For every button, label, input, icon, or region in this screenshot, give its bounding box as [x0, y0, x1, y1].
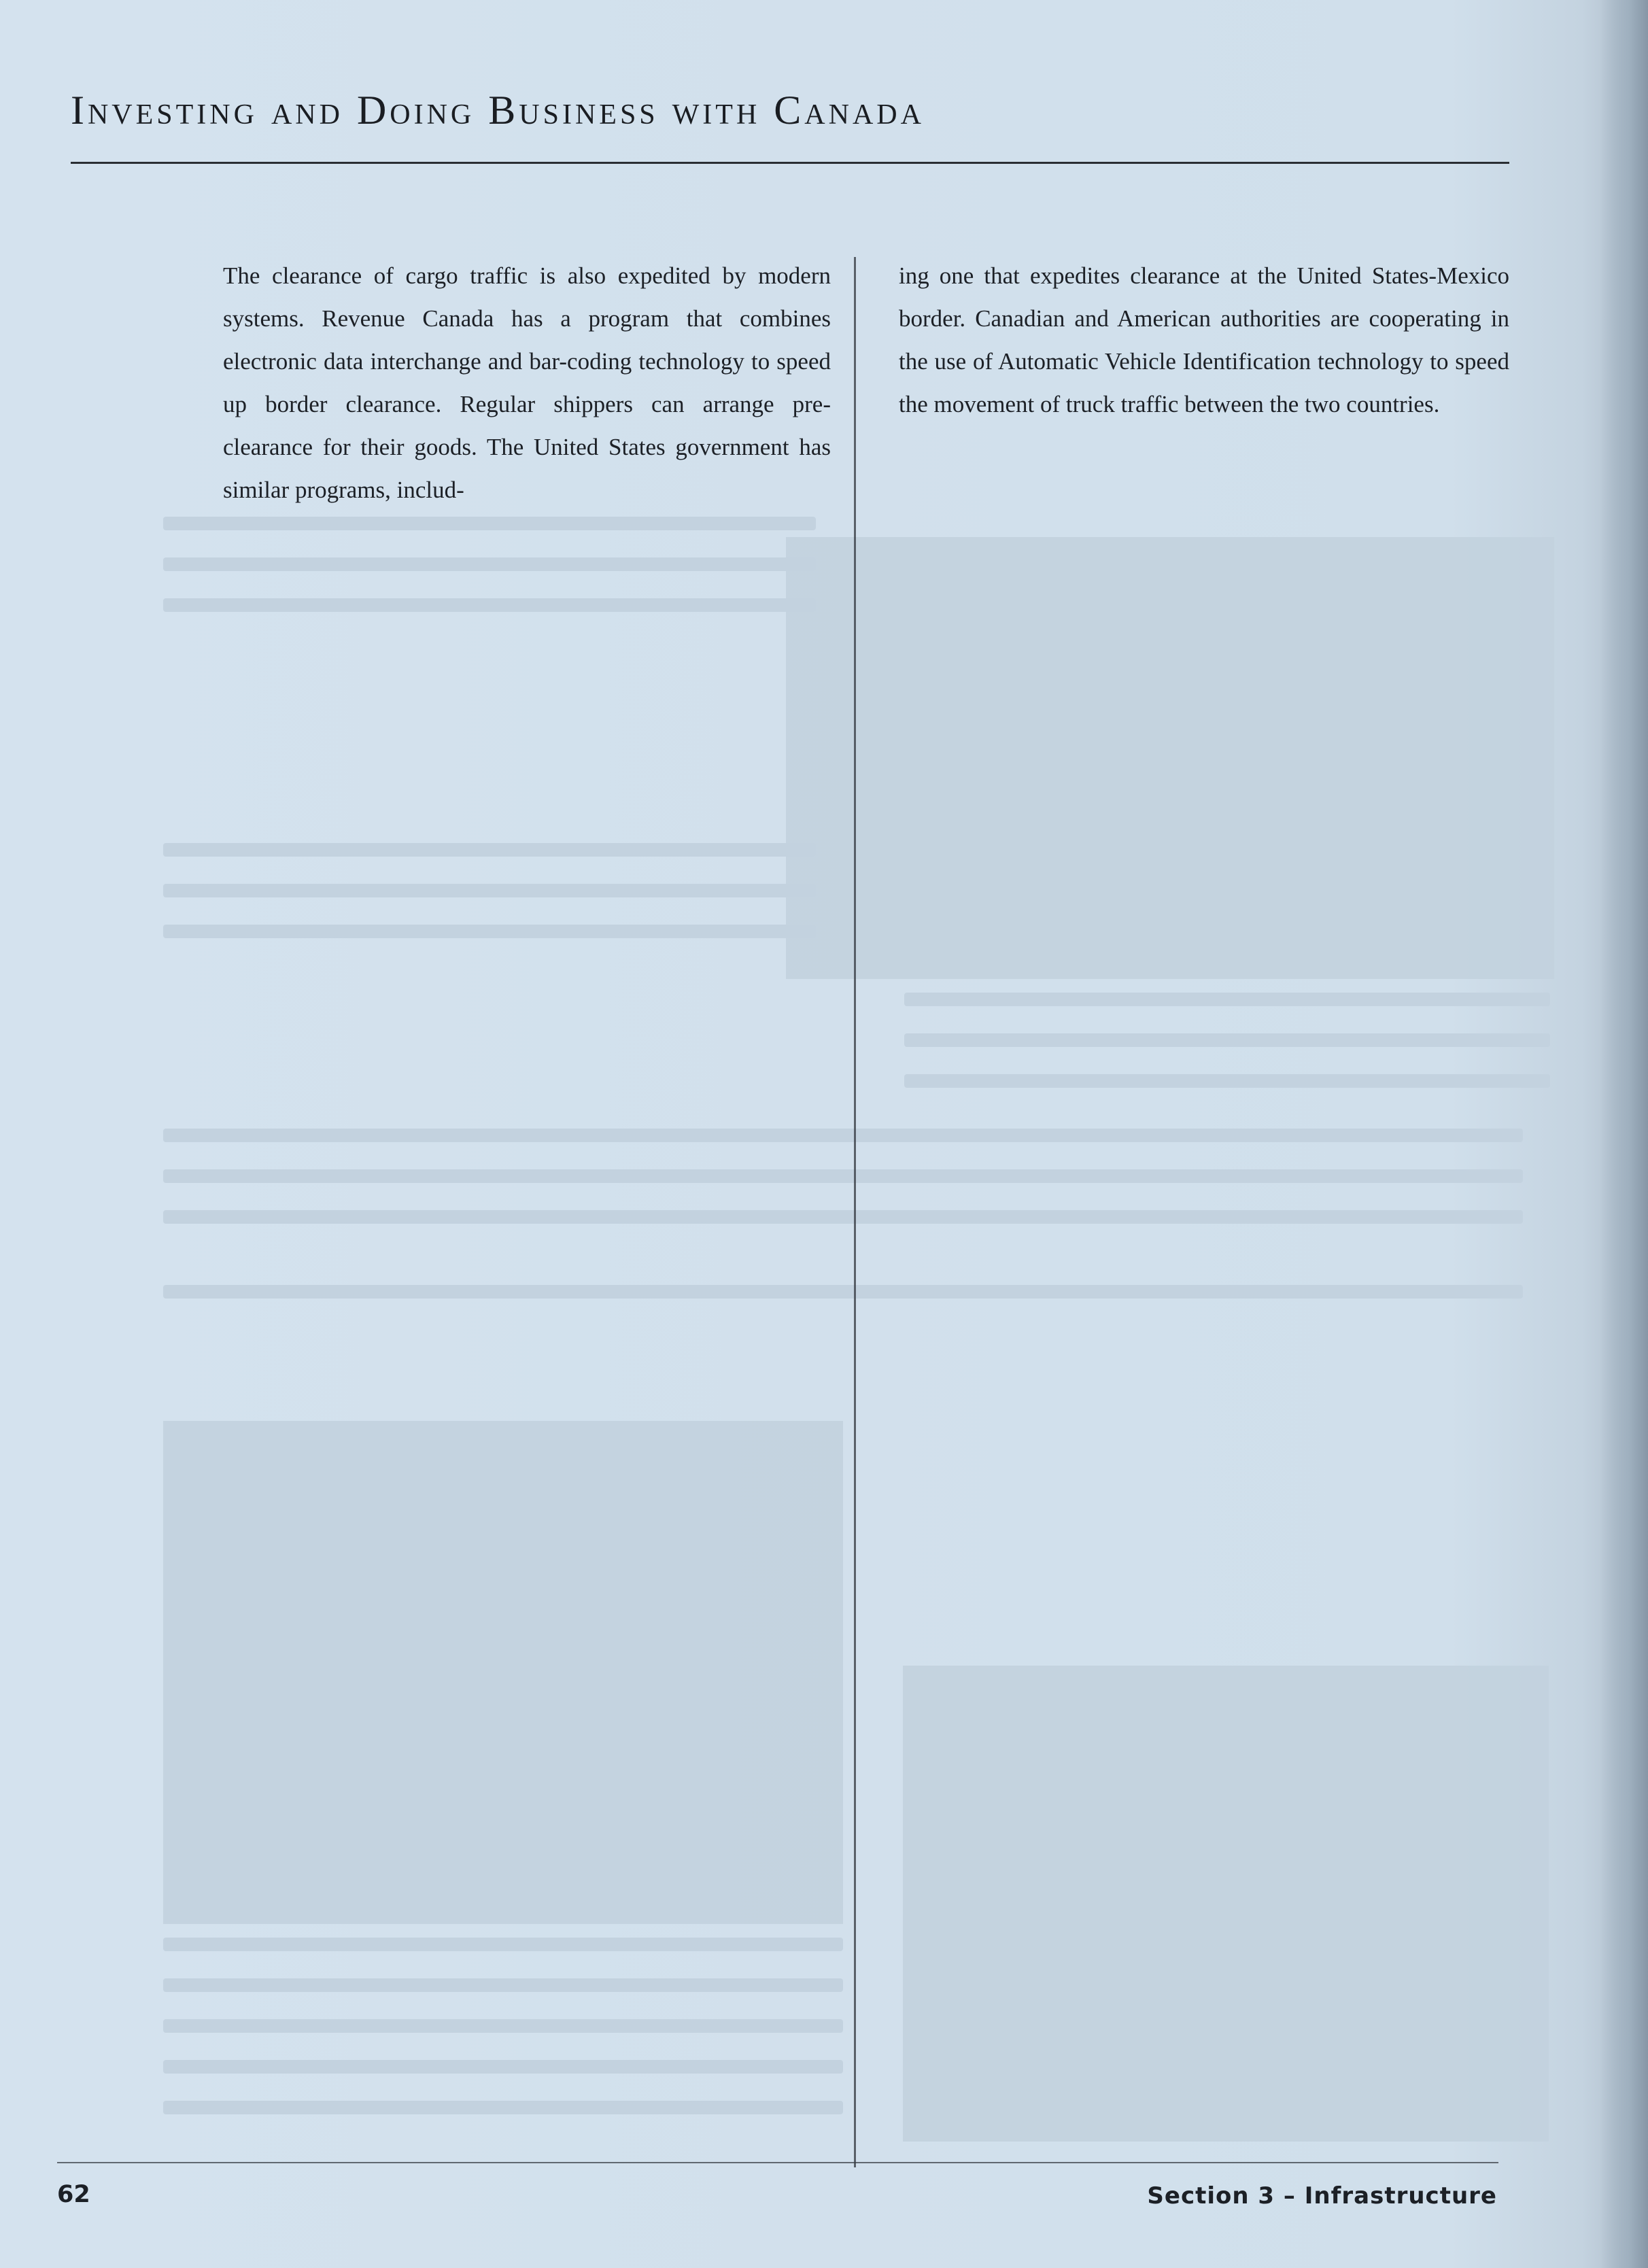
binding-shadow: [1600, 0, 1648, 2268]
show-through-text-line: [163, 598, 816, 612]
show-through-text-line: [163, 2060, 843, 2074]
body-paragraph-continued: ing one that expedites clearance at the United States-Mexico border. Canadian and American authorities are cooperating in the use of Automatic Vehicle Identification technology to speed the movement of truck traffic between the two countries.: [899, 262, 1509, 417]
show-through-text-line: [163, 1285, 1523, 1299]
column-divider: [854, 257, 856, 2167]
page-number: 62: [57, 2181, 90, 2208]
page-title: Investing and Doing Business with Canada: [71, 88, 925, 133]
section-label: Section 3 – Infrastructure: [1147, 2182, 1497, 2210]
show-through-photo-bottom-left: [163, 1421, 843, 1924]
show-through-text-line: [163, 2101, 843, 2114]
show-through-text-line: [163, 557, 816, 571]
show-through-text-line: [163, 1129, 1523, 1142]
body-column-right: [899, 254, 1509, 426]
show-through-text-line: [163, 1210, 1523, 1224]
show-through-text-line: [163, 843, 816, 857]
header-divider: [71, 162, 1509, 164]
show-through-text-line: [163, 884, 816, 897]
show-through-text-line: [163, 925, 816, 938]
body-column-left: [223, 254, 831, 511]
show-through-text-line: [904, 1033, 1550, 1047]
body-paragraph: The clearance of cargo traffic is also expedited by modern systems. Revenue Canada has a program that combines electronic data interchange and bar-coding technology to speed up border clearance. Regular shippers can arrange pre-clearance for their goods. The United States government has similar programs, includ-: [223, 262, 831, 503]
show-through-photo-bottom-right: [903, 1666, 1549, 2142]
show-through-text-line: [163, 517, 816, 530]
show-through-text-line: [163, 1169, 1523, 1183]
show-through-text-line: [904, 993, 1550, 1006]
show-through-text-line: [904, 1074, 1550, 1088]
footer-divider: [57, 2162, 1498, 2163]
show-through-text-line: [163, 1938, 843, 1951]
show-through-text-line: [163, 1978, 843, 1992]
show-through-photo-top-right: [786, 537, 1554, 979]
show-through-text-line: [163, 2019, 843, 2033]
